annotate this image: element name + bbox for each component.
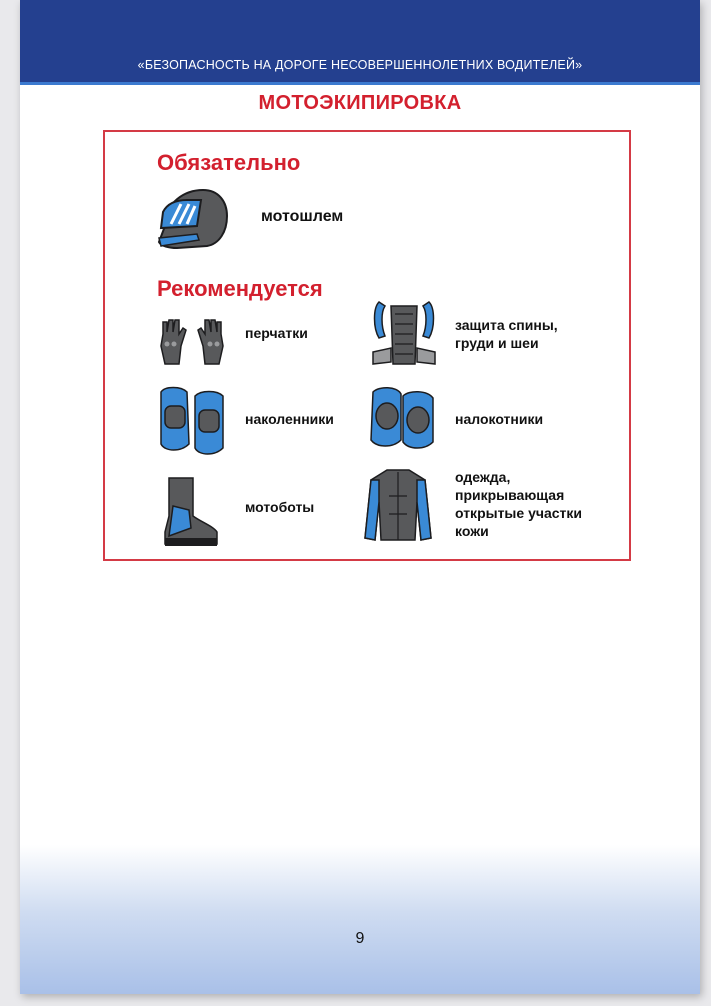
page: [20, 0, 700, 994]
equipment-frame: [103, 130, 631, 561]
helmet-icon: [157, 188, 229, 250]
elbow-pads-icon: [367, 386, 439, 452]
section-title: МОТОЭКИПИРОВКА: [258, 92, 462, 114]
item-label-gloves: перчатки: [245, 325, 308, 341]
header-band: [20, 0, 700, 85]
item-label-clothing: одежда, прикрывающая открытые участки кожи: [455, 469, 583, 539]
boot-icon: [159, 476, 221, 548]
knee-pads-icon: [157, 384, 227, 456]
recommended-heading: Рекомендуется: [157, 276, 323, 301]
item-label-back-protector: защита спины, груди и шеи: [455, 317, 558, 351]
item-label-knee-pads: наколенники: [245, 411, 334, 427]
back-protector-icon: [369, 298, 439, 372]
footer-gradient: [20, 845, 700, 994]
gloves-icon: [157, 316, 227, 368]
item-label-elbow-pads: налокотники: [455, 411, 544, 427]
jacket-icon: [363, 466, 433, 546]
item-label-helmet: мотошлем: [261, 208, 344, 225]
page-number: 9: [355, 930, 365, 947]
header-title: «БЕЗОПАСНОСТЬ НА ДОРОГЕ НЕСОВЕРШЕННОЛЕТНИХ ВОДИТЕЛЕЙ»: [137, 58, 583, 72]
mandatory-heading: Обязательно: [157, 150, 301, 175]
item-label-boots: мотоботы: [245, 499, 315, 515]
